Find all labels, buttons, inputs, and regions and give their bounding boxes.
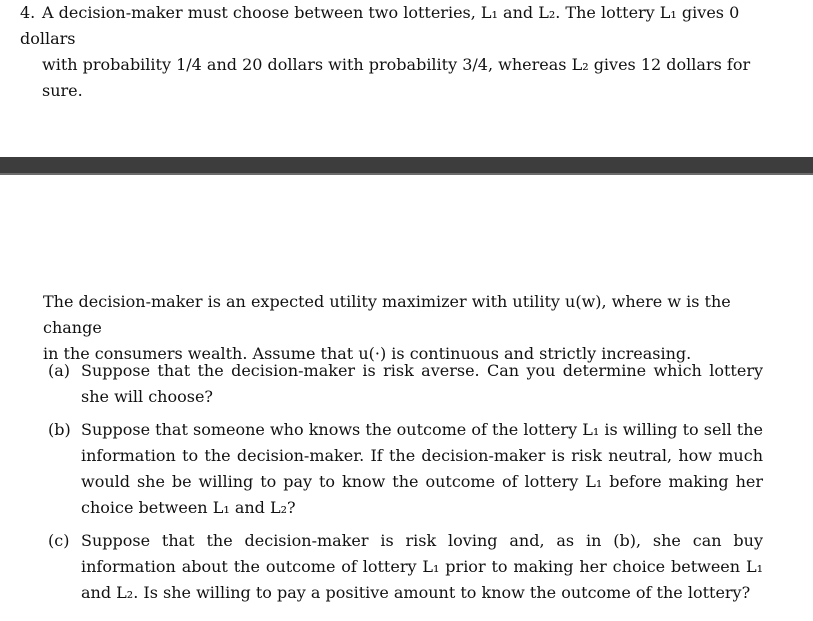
part-c-label: (c)	[48, 531, 70, 550]
part-a-label: (a)	[48, 361, 71, 380]
setup-line1: The decision-maker is an expected utility maximizer with utility u(w), where w is the change	[43, 292, 731, 337]
part-c-text: Suppose that the decision-maker is risk loving and, as in (b), she can buy information about the outcome of lottery L₁ prior to making her choice between L₁ and L₂. Is she willing to pay a positive amount to know the outcome of the lottery?	[81, 531, 763, 602]
part-a	[48, 358, 763, 410]
setup-paragraph	[43, 289, 763, 367]
part-b-label: (b)	[48, 420, 71, 439]
problem-intro-line1: A decision-maker must choose between two lotteries, L₁ and L₂. The lottery L₁ gives 0 dollars	[20, 3, 740, 48]
part-a-text: Suppose that the decision-maker is risk averse. Can you determine which lottery she will choose?	[81, 361, 763, 406]
problem-statement	[20, 0, 790, 104]
problem-intro-line2: with probability 1/4 and 20 dollars with probability 3/4, whereas L₂ gives 12 dollars for sure.	[42, 55, 751, 100]
part-b-text: Suppose that someone who knows the outcome of the lottery L₁ is willing to sell the information to the decision-maker. If the decision-maker is risk neutral, how much would she be willing to pay to know the outcome of lottery L₁ before making her choice between L₁ and L₂?	[81, 420, 763, 517]
setup-line2: in the consumers wealth. Assume that u(·) is continuous and strictly increasing.	[43, 344, 692, 363]
page-divider-bar	[0, 157, 813, 175]
part-c	[48, 528, 763, 606]
problem-number: 4.	[20, 3, 36, 22]
part-b	[48, 417, 763, 521]
